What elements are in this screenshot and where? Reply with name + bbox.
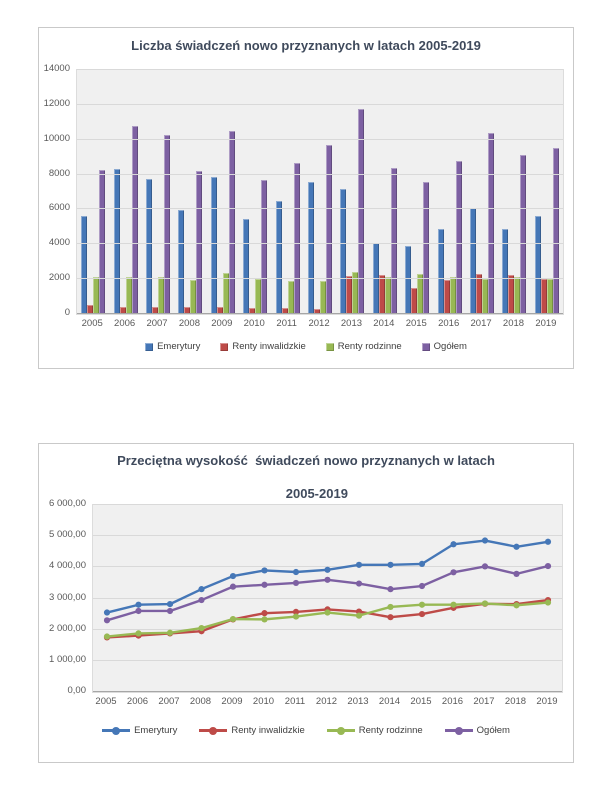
x-tick-label: 2011 — [276, 318, 297, 329]
legend-marker-dot — [209, 727, 217, 735]
legend-marker-dot — [337, 727, 345, 735]
y-tick-label: 0,00 — [67, 685, 86, 696]
marker-ogółem-2006 — [135, 608, 141, 614]
bar-chart-x-axis — [76, 318, 562, 329]
marker-renty-rodzinne-2008 — [198, 625, 204, 631]
bar-2011-emerytury — [276, 201, 282, 314]
y-tick-label: 2000 — [48, 272, 70, 284]
bar-chart-plot-area — [76, 69, 564, 315]
gridline — [77, 104, 563, 105]
bar-2006-ogółem — [132, 126, 138, 314]
marker-renty-rodzinne-2006 — [135, 630, 141, 636]
marker-renty-rodzinne-2013 — [356, 613, 362, 619]
y-tick-label: 4000 — [48, 237, 70, 249]
y-tick-label: 2 000,00 — [49, 622, 86, 634]
legend-item-emerytury — [102, 725, 177, 736]
marker-ogółem-2014 — [387, 586, 393, 592]
bar-2009-emerytury — [211, 177, 217, 314]
legend-marker-dot — [112, 727, 120, 735]
gridline — [77, 278, 563, 279]
y-tick-label: 3 000,00 — [49, 591, 86, 603]
x-tick-label: 2009 — [211, 318, 233, 329]
marker-emerytury-2015 — [419, 561, 425, 567]
x-tick-label: 2013 — [347, 696, 369, 707]
line-chart-x-axis — [92, 696, 561, 710]
bar-2012-ogółem — [326, 145, 332, 314]
marker-emerytury-2014 — [387, 562, 393, 568]
line-chart-plot-area — [92, 504, 563, 693]
x-tick-label: 2017 — [470, 318, 492, 329]
x-tick-label: 2010 — [252, 696, 275, 707]
bar-2007-emerytury — [146, 179, 152, 314]
bar-2018-ogółem — [520, 155, 526, 314]
y-tick-label: 5 000,00 — [49, 529, 86, 541]
bar-2015-ogółem — [423, 182, 429, 314]
legend-label: Emerytury — [157, 341, 201, 352]
marker-emerytury-2007 — [167, 601, 173, 607]
y-tick-label: 0 — [64, 307, 70, 318]
marker-renty-inwalidzkie-2015 — [419, 611, 425, 617]
legend-line-swatch — [102, 729, 130, 732]
bar-2019-ogółem — [553, 148, 559, 314]
marker-renty-rodzinne-2005 — [104, 633, 110, 639]
marker-renty-rodzinne-2017 — [482, 600, 488, 606]
bar-2014-ogółem — [391, 168, 397, 314]
marker-renty-rodzinne-2011 — [293, 613, 299, 619]
marker-emerytury-2017 — [482, 537, 488, 543]
marker-ogółem-2007 — [167, 608, 173, 614]
legend-line-swatch — [445, 729, 473, 732]
marker-renty-rodzinne-2019 — [545, 599, 551, 605]
y-tick-label: 6000 — [48, 202, 70, 214]
marker-renty-rodzinne-2016 — [450, 602, 456, 608]
gridline — [77, 208, 563, 209]
marker-ogółem-2016 — [450, 569, 456, 575]
x-tick-label: 2008 — [189, 696, 212, 707]
x-tick-label: 2010 — [243, 318, 265, 329]
x-tick-label: 2014 — [373, 318, 395, 329]
marker-ogółem-2011 — [293, 580, 299, 586]
marker-renty-rodzinne-2012 — [324, 609, 330, 615]
gridline — [77, 139, 563, 140]
marker-ogółem-2012 — [324, 577, 330, 583]
bar-2008-emerytury — [178, 210, 184, 314]
marker-emerytury-2011 — [293, 569, 299, 575]
marker-ogółem-2019 — [545, 563, 551, 569]
legend-label: Renty inwalidzkie — [232, 341, 306, 352]
marker-renty-inwalidzkie-2010 — [261, 610, 267, 616]
x-tick-label: 2014 — [378, 696, 401, 707]
legend-item-ogółem — [445, 725, 510, 736]
x-tick-label: 2013 — [340, 318, 363, 329]
line-chart-title-line1: Przeciętna wysokość świadczeń nowo przyznanych w latach — [117, 453, 495, 468]
legend-line-swatch — [327, 729, 355, 732]
x-tick-label: 2015 — [405, 318, 427, 329]
marker-emerytury-2010 — [261, 567, 267, 573]
bar-2010-emerytury — [243, 219, 249, 314]
line-emerytury — [107, 541, 548, 613]
legend-item-renty-inwalidzkie — [220, 341, 305, 352]
legend-label: Renty rodzinne — [337, 341, 402, 352]
bar-2005-emerytury — [81, 216, 87, 314]
marker-ogółem-2009 — [230, 584, 236, 590]
x-tick-label: 2011 — [284, 696, 306, 707]
x-tick-label: 2007 — [146, 318, 168, 329]
x-tick-label: 2009 — [221, 696, 243, 707]
legend-item-ogółem — [422, 341, 467, 352]
bar-chart-title: Liczba świadczeń nowo przyznanych w latach 2005-2019 — [131, 38, 481, 53]
line-series-canvas — [93, 505, 562, 692]
legend-label: Renty inwalidzkie — [231, 725, 305, 736]
y-tick-label: 14000 — [43, 63, 70, 74]
x-tick-label: 2005 — [81, 318, 103, 329]
bar-2007-ogółem — [164, 135, 170, 314]
x-tick-label: 2012 — [308, 318, 330, 329]
marker-emerytury-2012 — [324, 567, 330, 573]
bar-2013-ogółem — [358, 109, 364, 314]
y-tick-label: 12000 — [43, 97, 70, 109]
y-tick-label: 8000 — [48, 167, 70, 179]
legend-label: Renty rodzinne — [358, 725, 423, 736]
marker-emerytury-2005 — [104, 609, 110, 615]
y-tick-label: 1 000,00 — [49, 653, 86, 665]
y-tick-label: 10000 — [43, 132, 70, 144]
gridline — [77, 69, 563, 70]
marker-renty-rodzinne-2009 — [230, 616, 236, 622]
x-tick-label: 2012 — [315, 696, 338, 707]
legend-line-swatch — [199, 729, 227, 732]
x-tick-label: 2018 — [502, 318, 525, 329]
y-tick-label: 4 000,00 — [49, 560, 86, 572]
legend-item-renty-rodzinne — [326, 341, 402, 352]
x-tick-label: 2016 — [438, 318, 460, 329]
legend-square-swatch — [422, 343, 430, 351]
marker-renty-rodzinne-2007 — [167, 630, 173, 636]
x-tick-label: 2006 — [126, 696, 149, 707]
legend-item-emerytury — [145, 341, 200, 352]
marker-renty-rodzinne-2015 — [419, 602, 425, 608]
marker-renty-rodzinne-2018 — [513, 602, 519, 608]
x-tick-label: 2008 — [178, 318, 200, 329]
marker-ogółem-2018 — [513, 571, 519, 577]
marker-ogółem-2015 — [419, 583, 425, 589]
gridline — [77, 313, 563, 314]
marker-renty-rodzinne-2014 — [387, 604, 393, 610]
bar-2011-ogółem — [294, 163, 300, 314]
legend-label: Emerytury — [134, 725, 178, 736]
line-chart-title-line2: 2005-2019 — [285, 485, 348, 501]
marker-emerytury-2019 — [545, 539, 551, 545]
bar-chart-new-benefits — [38, 27, 574, 369]
x-tick-label: 2016 — [441, 696, 464, 707]
legend-label: Ogółem — [476, 725, 510, 736]
marker-emerytury-2013 — [356, 562, 362, 568]
marker-emerytury-2016 — [450, 541, 456, 547]
legend-marker-dot — [455, 727, 463, 735]
x-tick-label: 2017 — [473, 696, 495, 707]
line-chart-legend — [39, 725, 573, 736]
x-tick-label: 2006 — [114, 318, 136, 329]
legend-item-renty-rodzinne — [327, 725, 423, 736]
bar-2010-ogółem — [261, 180, 267, 314]
gridline — [77, 243, 563, 244]
marker-ogółem-2013 — [356, 580, 362, 586]
x-tick-label: 2019 — [535, 318, 557, 329]
legend-square-swatch — [145, 343, 153, 351]
marker-renty-rodzinne-2010 — [261, 616, 267, 622]
bar-2009-ogółem — [229, 131, 235, 314]
marker-ogółem-2005 — [104, 617, 110, 623]
marker-ogółem-2010 — [261, 582, 267, 588]
marker-renty-inwalidzkie-2014 — [387, 614, 393, 620]
legend-square-swatch — [220, 343, 228, 351]
legend-item-renty-inwalidzkie — [199, 725, 304, 736]
marker-emerytury-2006 — [135, 602, 141, 608]
marker-emerytury-2009 — [230, 573, 236, 579]
line-chart-y-axis — [39, 498, 88, 696]
marker-ogółem-2008 — [198, 597, 204, 603]
marker-emerytury-2008 — [198, 586, 204, 592]
x-tick-label: 2018 — [504, 696, 527, 707]
x-tick-label: 2005 — [95, 696, 117, 707]
legend-label: Ogółem — [433, 341, 467, 352]
gridline — [77, 174, 563, 175]
x-tick-label: 2019 — [536, 696, 558, 707]
bar-2005-ogółem — [99, 170, 105, 314]
x-tick-label: 2007 — [158, 696, 180, 707]
line-chart-avg-benefit — [38, 443, 574, 763]
bar-2017-ogółem — [488, 133, 494, 314]
bar-chart-y-axis — [39, 63, 72, 318]
bar-chart-legend — [39, 341, 573, 352]
line-chart-title — [39, 453, 573, 502]
bar-2006-emerytury — [114, 169, 120, 314]
bar-2012-emerytury — [308, 182, 314, 314]
bar-2016-ogółem — [456, 161, 462, 314]
marker-emerytury-2018 — [513, 544, 519, 550]
marker-ogółem-2017 — [482, 563, 488, 569]
y-tick-label: 6 000,00 — [49, 498, 86, 509]
x-tick-label: 2015 — [410, 696, 432, 707]
legend-square-swatch — [326, 343, 334, 351]
